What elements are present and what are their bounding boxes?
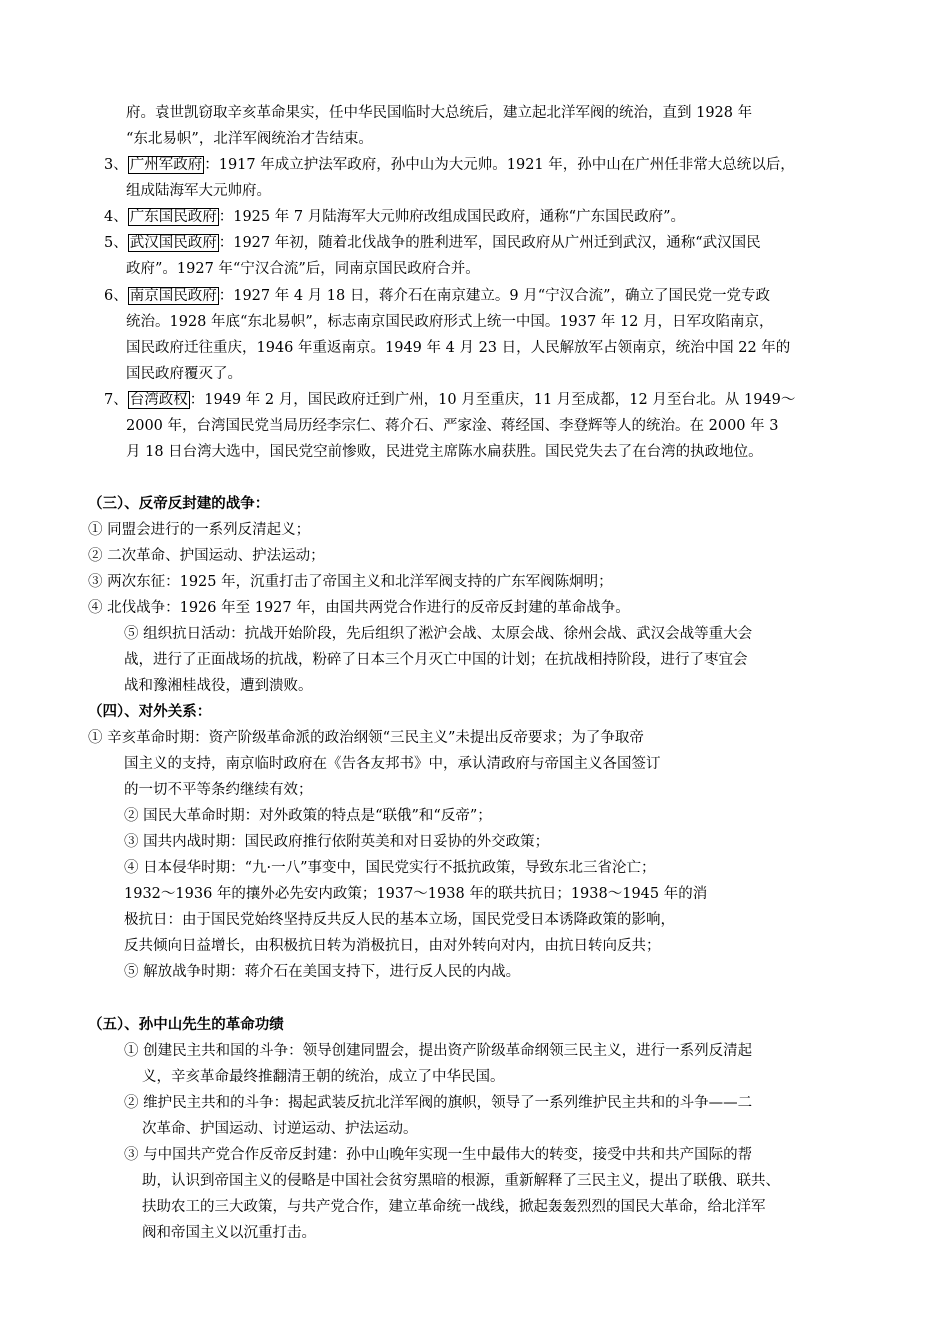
list-item: 1932～1936 年的攘外必先安内政策；1937～1938 年的联共抗日；1938～1945 年的消 bbox=[124, 886, 708, 902]
item-text: ：1917 年成立护法军政府，孙中山为大元帅。1921 年，孙中山在广州任非常大总统以后， bbox=[204, 157, 795, 173]
list-item: 次革命、护国运动、讨逆运动、护法运动。 bbox=[142, 1121, 418, 1137]
item-number: 5、 bbox=[104, 235, 128, 251]
list-item: 极抗日：由于国民党始终坚持反共反人民的基本立场，国民党受日本诱降政策的影响， bbox=[124, 912, 675, 928]
list-item: ① 同盟会进行的一系列反清起义； bbox=[88, 522, 311, 538]
list-item: ① 创建民主共和国的斗争：领导创建同盟会，提出资产阶级革命纲领三民主义，进行一系列反清起 bbox=[124, 1043, 753, 1059]
list-item: 国主义的支持，南京临时政府在《告各友邦书》中，承认清政府与帝国主义各国签订 bbox=[124, 756, 661, 772]
list-item: 战和豫湘桂战役，遭到溃败。 bbox=[124, 678, 313, 694]
item-text: ：1927 年初，随着北伐战争的胜利进军，国民政府从广州迁到武汉，通称“武汉国民 bbox=[218, 235, 761, 251]
list-item: ② 二次革命、护国运动、护法运动； bbox=[88, 548, 325, 564]
list-item: ③ 两次东征：1925 年，沉重打击了帝国主义和北洋军阀支持的广东军阀陈炯明； bbox=[88, 574, 613, 590]
item-text: 国民政府覆灭了。 bbox=[126, 366, 242, 382]
item-number: 3、 bbox=[104, 157, 128, 173]
government-name: 台湾政权 bbox=[129, 392, 188, 408]
item-text: 组成陆海军大元帅府。 bbox=[126, 183, 271, 199]
government-name: 广州军政府 bbox=[129, 157, 203, 173]
list-item: 扶助农工的三大政策，与共产党合作，建立革命统一战线，掀起轰轰烈烈的国民大革命，给北洋军 bbox=[142, 1199, 766, 1215]
section-heading: （三）、反帝反封建的战争： bbox=[88, 496, 270, 512]
intro-line: 府。袁世凯窃取辛亥革命果实，任中华民国临时大总统后，建立起北洋军阀的统治，直到 1928 年 bbox=[126, 105, 753, 121]
list-item: 战，进行了正面战场的抗战，粉碎了日本三个月灭亡中国的计划；在抗战相持阶段，进行了枣宜会 bbox=[124, 652, 748, 668]
intro-line: “东北易帜”，北洋军阀统治才告结束。 bbox=[126, 131, 373, 147]
item-text: ：1927 年 4 月 18 日，蒋介石在南京建立。9 月“宁汉合流”，确立了国民党一党专政 bbox=[218, 288, 771, 304]
item-text: ：1949 年 2 月，国民政府迁到广州，10 月至重庆，11 月至成都，12 月至台北。从 1949～ bbox=[189, 392, 796, 408]
government-item bbox=[104, 233, 761, 253]
list-item: ④ 日本侵华时期：“九·一八”事变中，国民党实行不抵抗政策，导致东北三省沦亡； bbox=[124, 860, 656, 876]
section-heading: （五）、孙中山先生的革命功绩 bbox=[88, 1017, 284, 1033]
government-item bbox=[104, 155, 795, 175]
list-item: 的一切不平等条约继续有效； bbox=[124, 782, 313, 798]
list-item: 反共倾向日益增长，由积极抗日转为消极抗日，由对外转向对内，由抗日转向反共； bbox=[124, 938, 661, 954]
list-item: ① 辛亥革命时期：资产阶级革命派的政治纲领“三民主义”未提出反帝要求；为了争取帝 bbox=[88, 730, 644, 746]
list-item: ③ 与中国共产党合作反帝反封建：孙中山晚年实现一生中最伟大的转变，接受中共和共产国际的帮 bbox=[124, 1147, 753, 1163]
list-item: 阀和帝国主义以沉重打击。 bbox=[142, 1225, 316, 1241]
list-item: 助，认识到帝国主义的侵略是中国社会贫穷黑暗的根源，重新解释了三民主义，提出了联俄、联共、 bbox=[142, 1173, 780, 1189]
government-name: 广东国民政府 bbox=[129, 209, 217, 225]
item-text: 月 18 日台湾大选中，国民党空前惨败，民进党主席陈水扁获胜。国民党失去了在台湾的执政地位。 bbox=[126, 444, 763, 460]
government-name: 南京国民政府 bbox=[129, 288, 217, 304]
list-item: ② 国民大革命时期：对外政策的特点是“联俄”和“反帝”； bbox=[124, 808, 492, 824]
item-text: 政府”。1927 年“宁汉合流”后，同南京国民政府合并。 bbox=[126, 261, 480, 277]
item-number: 7、 bbox=[104, 392, 128, 408]
item-text: 统治。1928 年底“东北易帜”，标志南京国民政府形式上统一中国。1937 年 12 月，日军攻陷南京， bbox=[126, 314, 774, 330]
item-number: 4、 bbox=[104, 209, 128, 225]
list-item: ⑤ 组织抗日活动：抗战开始阶段，先后组织了淞沪会战、太原会战、徐州会战、武汉会战等重大会 bbox=[124, 626, 753, 642]
list-item: ② 维护民主共和的斗争：揭起武装反抗北洋军阀的旗帜，领导了一系列维护民主共和的斗争——二 bbox=[124, 1095, 753, 1111]
item-number: 6、 bbox=[104, 288, 128, 304]
list-item: 义，辛亥革命最终推翻清王朝的统治，成立了中华民国。 bbox=[142, 1069, 505, 1085]
government-item bbox=[104, 207, 685, 227]
government-item bbox=[104, 286, 770, 306]
item-text: 国民政府迁往重庆，1946 年重返南京。1949 年 4 月 23 日，人民解放军占领南京，统治中国 22 年的 bbox=[126, 340, 791, 356]
list-item: ④ 北伐战争：1926 年至 1927 年，由国共两党合作进行的反帝反封建的革命战争。 bbox=[88, 600, 630, 616]
government-item bbox=[104, 390, 795, 410]
section-heading: （四）、对外关系： bbox=[88, 704, 212, 720]
government-name: 武汉国民政府 bbox=[129, 235, 217, 251]
item-text: 2000 年，台湾国民党当局历经李宗仁、蒋介石、严家淦、蒋经国、李登辉等人的统治。在 2000 年 3 bbox=[126, 418, 779, 434]
list-item: ⑤ 解放战争时期：蒋介石在美国支持下，进行反人民的内战。 bbox=[124, 964, 521, 980]
item-text: ：1925 年 7 月陆海军大元帅府改组成国民政府，通称“广东国民政府”。 bbox=[218, 209, 686, 225]
list-item: ③ 国共内战时期：国民政府推行依附英美和对日妥协的外交政策； bbox=[124, 834, 550, 850]
